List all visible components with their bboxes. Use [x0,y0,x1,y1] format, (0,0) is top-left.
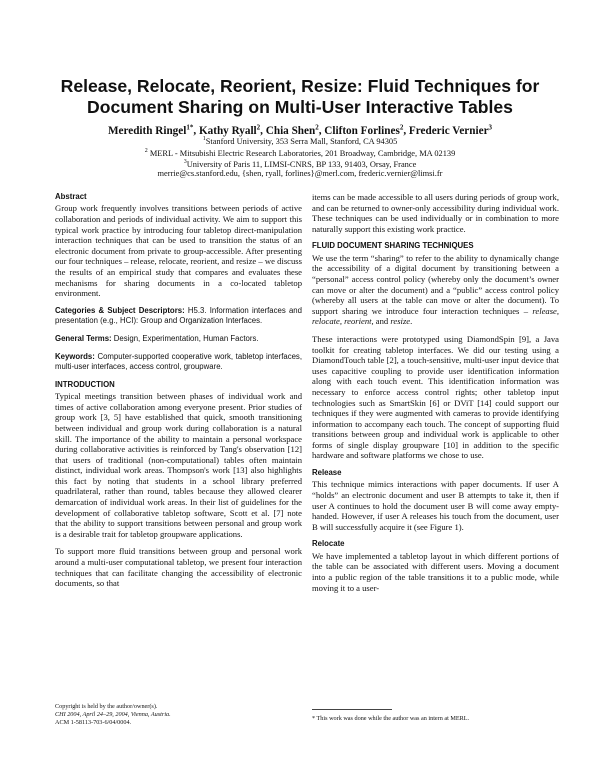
footnote: * This work was done while the author was an intern at MERL. [312,715,470,722]
keywords-label: Keywords: [55,351,95,361]
affiliation-1: $^1$Stanford University, 353 Serra Mall, Stanford, CA 94305 [202,136,398,146]
title-line-1: Release, Relocate, Reorient, Resize: Fluid Techniques for [60,76,540,96]
fluid-sharing-paragraph-2: These interactions were prototyped using DiamondSpin [9], a Java toolkit for creating tabletop interfaces. We did our testing using a DiamondTouch table [2], a touch-sensitive, multi-user input device that uses capacitive coupling to provide user identification information along with each touch event. This identification information was necessary to enforce access control rights; other tabletop input technologies such as SmartSkin [6] or DViT [14] could support our techniques if they were augmented with cameras to provide identifying information to accompany each touch. The concept of supporting fluid transitions between group and individual work is applicable to other forms of single display groupware [10] in addition to the specific hardware and software platforms we chose to use. [312,333,559,461]
continued-paragraph: items can be made accessible to all users during periods of group work, and can be returned to owner-only accessibility during individual work. These techniques can be used individually or in combination to more naturally support this existing work practice. [312,192,559,234]
relocate-paragraph: We have implemented a tabletop layout in which different portions of the table can be associated with different users. Moving a document into a public region of the table transitions it to a public mode, while moving it to a user- [312,550,559,593]
author-4: Clifton Forlines$^2$ [324,123,404,137]
author-emails: merrie@cs.stanford.edu, {shen, ryall, forlines}@merl.com, frederic.vernier@limsi.fr [157,169,443,178]
author-1: Meredith Ringel$^{1*}$ [107,123,194,137]
author-5: Frederic Vernier$^3$ [408,123,493,137]
affiliation-3: $^3$University of Paris 11, LIMSI-CNRS, BP 133, 91403, Orsay, France [183,159,417,169]
paper-title [40,76,560,118]
categories-text: H5.3. Information interfaces and presentation (e.g., HCI): Group and Organization Interfaces. [55,305,302,326]
abstract-text: Group work frequently involves transitions between periods of active collaboration and periods of individual activity. We aim to support this typical work practice by introducing four tabletop direct-manipulation interaction techniques that can be used to transition the status of an electronic document from private to group-accessible. After presenting our four techniques – release, relocate, reorient, and resize – we discuss the results of an empirical study that compares and evaluates these mechanisms for sharing documents in a co-located tabletop environment. [55,203,302,299]
technique-resize: resize [390,316,411,327]
general-terms-text: Design, Experimentation, Human Factors. [111,333,259,343]
author-3: Chia Shen$^2$ [265,123,319,137]
abstract-heading: Abstract [55,192,87,201]
fluid-sharing-heading: FLUID DOCUMENT SHARING TECHNIQUES [312,241,474,251]
categories-paragraph [55,306,302,327]
copyright-block [55,703,302,727]
general-terms-paragraph [55,334,302,345]
affiliation-2: $^2$ MERL - Mitsubishi Electric Research Laboratories, 201 Broadway, Cambridge, MA 02139 [144,148,456,158]
general-terms-label: General Terms: [55,333,112,343]
technique-terms: release, relocate, reorient, [312,305,560,327]
footnote-rule [312,709,392,710]
title-line-2: Document Sharing on Multi-User Interactive Tables [87,97,513,117]
introduction-heading: INTRODUCTION [55,379,115,389]
copyright-line-3: ACM 1-58113-703-6/04/0004. [55,719,132,726]
copyright-line-2: CHI 2004, April 24–29, 2004, Vienna, Austria. [55,711,171,718]
relocate-heading: Relocate [312,539,345,549]
release-paragraph: This technique mimics interactions with paper documents. If user A “holds” an electronic document and user B attempts to take it, then if user A continues to hold the document user B will come away empty-handed. However, if user A releases his touch from the document, user B will successfully acquire it (see Figure 1). [312,479,559,532]
keywords-text: Computer-supported cooperative work, tabletop interfaces, multi-user interfaces, access control, groupware. [55,351,302,372]
release-heading: Release [312,468,342,478]
keywords-paragraph [55,352,302,373]
fluid-sharing-paragraph-1: We use the term “sharing” to refer to the ability to dynamically change the accessibility of a digital document by transitioning between a “personal” access control policy (whereby only the document’s owner can move or alter the document) and a “public” access control policy (whereby all users at the table can move or alter the document). To support sharing we introduce four interaction techniques – release, relocate, reorient, and resize. [312,252,560,327]
introduction-paragraph-1: Typical meetings transition between phases of individual work and times of active collaboration among everyone present. Prior studies of group work [3, 5] have established that quick, smooth transitioning between individual and group work during collaboration is a natural skill. The importance of the ability to maintain a personal workspace during collaborative activities is reinforced by Tang's observation [12] that users of traditional (non-computational) tables often maintain distinct, individual work areas. Thompson's work [13] also highlights this fact by noting that students in a school library preferred quadrilateral, rather than round, tables because they allowed clearer demarcation of individual work areas. In their list of guidelines for the development of collaborative tabletop software, Scott et al. [7] note that the ability to support transitions between personal and group work is a desirable trait for tabletop groupware applications. [55,391,302,539]
author-2: Kathy Ryall$^2$ [198,123,261,137]
copyright-line-1: Copyright is held by the author/owner(s). [55,703,158,710]
introduction-paragraph-2: To support more fluid transitions between group and personal work around a multi-user computational tabletop, we present four interaction techniques that can facilitate changing the accessibility of electronic documents, so that [55,546,302,589]
categories-label: Categories & Subject Descriptors: [55,305,185,315]
right-column [312,192,559,600]
left-column [55,192,302,596]
author-list: Meredith Ringel$^{1*}$, Kathy Ryall$^2$, Chia Shen$^2$, Clifton Forlines$^2$, Frederic Vernier$^3$ [107,123,493,137]
